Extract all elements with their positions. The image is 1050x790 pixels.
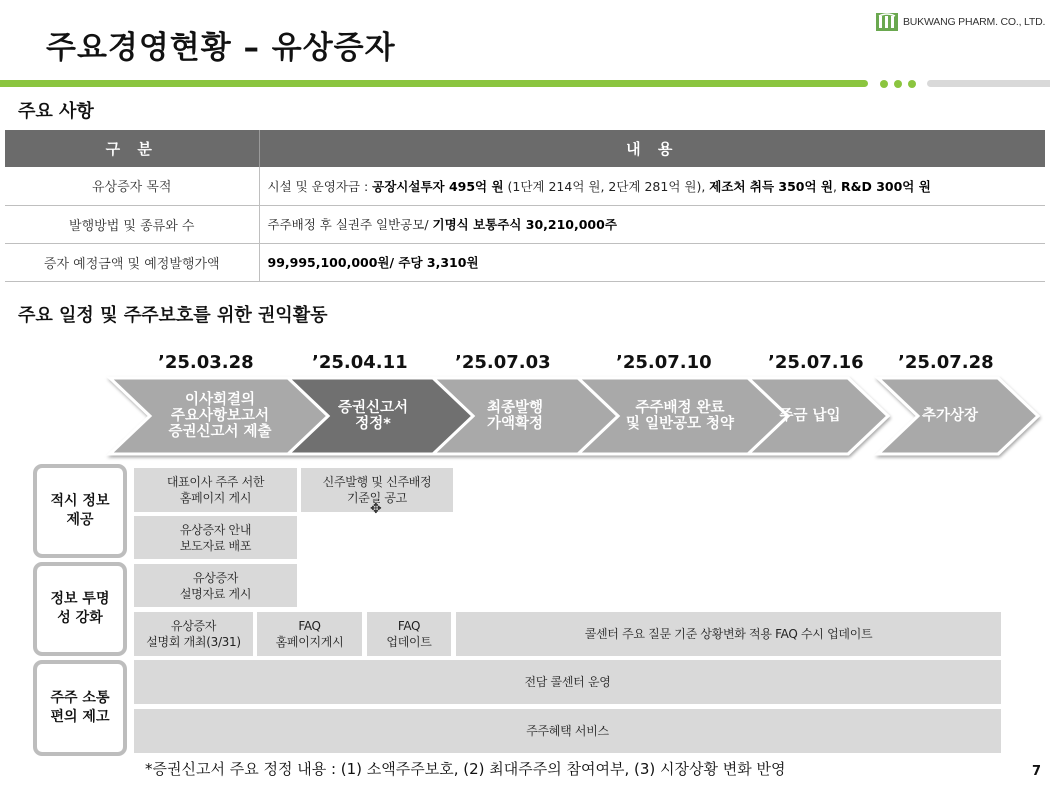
row-label: 증자 예정금액 및 예정발행가액: [5, 243, 259, 281]
stage-label: 추가상장: [921, 408, 979, 424]
table-row: [5, 243, 1045, 281]
logo-text: BUKWANG PHARM. CO., LTD.: [903, 16, 1046, 28]
timeline-date: ’25.04.11: [312, 352, 408, 373]
activity-new-share-notice: 신주발행 및 신주배정 기준일 공고: [301, 468, 453, 512]
value-segment: (1단계 214억 원, 2단계 281억 원),: [503, 178, 710, 194]
company-logo: [876, 13, 1045, 31]
stage-label: 이사회결의 주요사항보고서 증권신고서 제출: [168, 392, 272, 440]
activity-ceo-letter: 대표이사 주주 서한 홈페이지 게시: [134, 468, 297, 512]
header-rule-green: [0, 80, 868, 87]
activity-faq-update: FAQ 업데이트: [367, 612, 451, 656]
row-label: 발행방법 및 종류와 수: [5, 205, 259, 243]
table-row: [5, 205, 1045, 243]
stage-label: 주주배정 완료 및 일반공모 청약: [625, 400, 735, 432]
timeline-date: ’25.07.16: [768, 352, 864, 373]
value-segment: ,: [832, 178, 841, 194]
header-dot: [880, 80, 888, 88]
value-segment: 주주배정 후 실권주 일반공모/: [267, 217, 433, 232]
page-title: 주요경영현황 – 유상증자: [46, 30, 396, 66]
activity-faq-homepage: FAQ 홈페이지게시: [257, 612, 362, 656]
activity-briefing: 유상증자 설명회 개최(3/31): [134, 612, 253, 656]
table-row: [5, 167, 1045, 205]
column-header-category: 구 분: [5, 130, 259, 167]
row-value: [259, 167, 1045, 205]
activity-call-center-faq: 콜센터 주요 질문 기준 상황변화 적용 FAQ 수시 업데이트: [456, 612, 1001, 656]
header-dot: [908, 80, 916, 88]
stage-label: 증권신고서 정정*: [337, 400, 409, 432]
header-dot: [894, 80, 902, 88]
activity-call-center: 전담 콜센터 운영: [134, 660, 1001, 704]
timeline-date: ’25.03.28: [158, 352, 254, 373]
move-cursor-icon: ✥: [370, 501, 382, 517]
category-transparency: 정보 투명 성 강화: [33, 562, 127, 656]
row-value: [259, 205, 1045, 243]
activity-press-release: 유상증자 안내 보도자료 배포: [134, 516, 297, 559]
column-header-content: 내 용: [259, 130, 1045, 167]
value-segment: 시설 및 운영자금 :: [267, 178, 373, 194]
category-communication: 주주 소통 편의 제고: [33, 660, 127, 756]
value-segment: 기명식 보통주식 30,210,000주: [432, 217, 617, 232]
row-value: [259, 243, 1045, 281]
activity-benefits: 주주혜택 서비스: [134, 709, 1001, 753]
footnote: *증권신고서 주요 정정 내용 : (1) 소액주주보호, (2) 최대주주의 참여여부, (3) 시장상황 변화 반영: [145, 760, 786, 778]
stage-label: 최종발행 가액확정: [486, 400, 544, 432]
header-rule-grey: [927, 80, 1050, 87]
value-segment: 제조처 취득 350억 원: [709, 178, 833, 194]
value-segment: R&D 300억 원: [840, 178, 931, 194]
value-segment: 99,995,100,000원/ 주당 3,310원: [267, 255, 479, 270]
section-heading-key-items: 주요 사항: [18, 101, 94, 122]
timeline-date: ’25.07.03: [455, 352, 551, 373]
timeline-date: ’25.07.28: [898, 352, 994, 373]
category-timely-disclosure: 적시 정보 제공: [33, 464, 127, 558]
bukwang-logo-icon: [876, 13, 898, 31]
key-items-table: [5, 130, 1045, 282]
section-heading-schedule: 주요 일정 및 주주보호를 위한 권익활동: [18, 305, 328, 326]
stage-label: 주금 납입: [779, 408, 841, 424]
timeline-date: ’25.07.10: [616, 352, 712, 373]
page-number: 7: [1032, 764, 1042, 779]
value-segment: 공장시설투자 495억 원: [372, 178, 504, 194]
row-label: 유상증자 목적: [5, 167, 259, 205]
activity-ir-material: 유상증자 설명자료 게시: [134, 564, 297, 607]
